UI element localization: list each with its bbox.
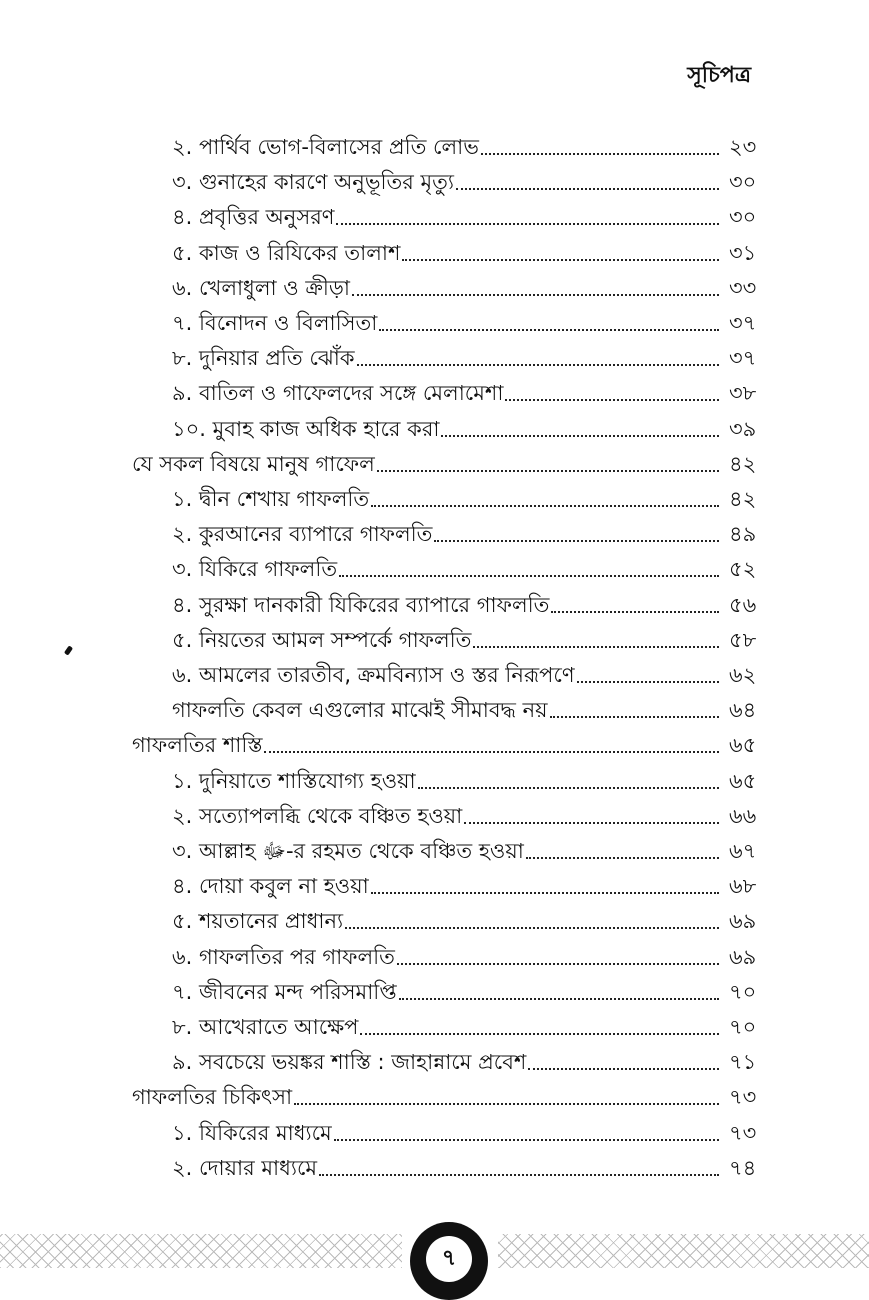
toc-entry-page: ৩৭ (729, 311, 757, 335)
toc-entry (172, 478, 773, 510)
toc-entry-label: ১০. মুবাহ কাজ অধিক হারে করা (172, 416, 440, 441)
toc-entry-page: ৬৯ (729, 944, 757, 969)
toc-entry-label: ৪. প্রবৃত্তির অনুসরণ (172, 205, 335, 230)
toc-entry-label: ৩. আল্লাহ ﷻ-র রহমত থেকে বঞ্চিত হওয়া (172, 839, 524, 863)
toc-entry-page: ৫৬ (729, 592, 757, 617)
toc-entry-page: ৪২ (729, 487, 757, 511)
toc-entry (172, 302, 773, 334)
toc-entry-page: ৭০ (729, 1015, 757, 1039)
dot-leader (473, 645, 719, 648)
toc-entry-label: ৫. নিয়তের আমল সম্পর্কে গাফলতি (172, 627, 472, 652)
toc-entry (172, 795, 773, 827)
toc-entry-page: ৩০ (729, 170, 757, 195)
stray-mark (64, 645, 73, 655)
toc-entry-label: ২. দোয়ার মাধ্যমে (172, 1155, 318, 1180)
dot-leader (550, 715, 720, 718)
toc-entry (172, 196, 773, 228)
dot-leader (399, 997, 719, 1000)
dot-leader (371, 891, 719, 894)
toc-entry-label: ৪. দোয়া কবুল না হওয়া (172, 874, 369, 899)
dot-leader (481, 152, 719, 155)
toc-entry (172, 971, 773, 1003)
toc-entry-page: ৬২ (729, 663, 757, 687)
toc-entry-page: ৬৬ (729, 803, 757, 828)
toc-entry (132, 1076, 773, 1108)
page-header-title: সূচিপত্র (687, 63, 751, 88)
toc-entry-label: গাফলতি কেবল এগুলোর মাঝেই সীমাবদ্ধ নয় (172, 698, 548, 723)
toc-entry-label: ৫. কাজ ও রিযিকের তালাশ (172, 240, 401, 265)
toc-entry-page: ৬৫ (729, 768, 757, 793)
toc-entry-label: ৯. বাতিল ও গাফেলদের সঙ্গে মেলামেশা (172, 381, 504, 406)
toc-entry-label: ৪. সুরক্ষা দানকারী যিকিরের ব্যাপারে গাফলতি (172, 592, 550, 617)
toc-entry (172, 232, 773, 264)
toc-entry (172, 548, 773, 580)
toc-entry-label: ২. পার্থিব ভোগ-বিলাসের প্রতি লোভ (172, 135, 479, 159)
toc-entry-label: ১. দুনিয়াতে শাস্তিযোগ্য হওয়া (172, 768, 416, 793)
dot-leader (379, 328, 719, 331)
toc-entry (172, 513, 773, 545)
toc-entry (172, 865, 773, 897)
toc-entry (172, 267, 773, 299)
toc-entry-label: ৫. শয়তানের প্রাধান্য (172, 909, 344, 934)
toc-entry (172, 936, 773, 968)
toc-entry-label: ৬. আমলের তারতীব, ক্রমবিন্যাস ও স্তর নিরূপণে (172, 663, 575, 687)
page-number: ৭ (441, 1245, 457, 1271)
dot-leader (334, 1138, 719, 1141)
toc-entry (172, 830, 773, 862)
dot-leader (345, 926, 719, 929)
toc-entry (172, 760, 773, 792)
toc-entry-page: ৪২ (729, 451, 757, 476)
toc-entry-label: ২. সত্যোপলব্ধি থেকে বঞ্চিত হওয়া (172, 803, 463, 828)
toc-entry-label: ৩. গুনাহের কারণে অনুভূতির মৃত্যু (172, 170, 454, 195)
dot-leader (441, 434, 719, 437)
dot-leader (377, 469, 719, 472)
toc-entry-label: গাফলতির চিকিৎসা (132, 1085, 293, 1110)
footer-pattern-right (498, 1234, 869, 1268)
toc-entry-page: ৩৯ (729, 416, 757, 441)
toc-entry (172, 1112, 773, 1144)
toc-entry-page: ৪৯ (729, 522, 757, 547)
toc-entry-label: ৮. আখেরাতে আক্ষেপ (172, 1015, 359, 1039)
toc-entry-page: ৭১ (729, 1050, 757, 1075)
dot-leader (526, 856, 719, 859)
toc-entry (172, 1041, 773, 1073)
toc-entry-page: ৭৩ (729, 1120, 757, 1145)
toc-entry-label: ৬. গাফলতির পর গাফলতি (172, 944, 395, 969)
toc-entry (172, 161, 773, 193)
toc-entry (172, 584, 773, 616)
page-number-badge (410, 1222, 488, 1300)
toc-entry-page: ৬৫ (729, 733, 757, 758)
toc-entry-page: ৭০ (729, 979, 757, 1004)
toc-entry (172, 1006, 773, 1038)
toc-entry-page: ৫৮ (729, 627, 757, 652)
toc-entry (172, 408, 773, 440)
toc-entry-label: ৭. জীবনের মন্দ পরিসমাপ্তি (172, 979, 397, 1004)
toc-entry (172, 337, 773, 369)
toc-entry-label: ৩. যিকিরে গাফলতি (172, 557, 338, 582)
toc-entry (132, 724, 773, 756)
toc-entry-label: ১. যিকিরের মাধ্যমে (172, 1120, 332, 1145)
toc-entry-page: ৩৩ (729, 275, 757, 300)
dot-leader (551, 610, 719, 613)
toc-entry-page: ৩৭ (729, 346, 757, 371)
dot-leader (371, 504, 719, 507)
toc-entry (132, 443, 773, 475)
toc-entry-page: ৩১ (729, 240, 757, 265)
toc-entry (172, 654, 773, 686)
dot-leader (397, 962, 719, 965)
footer-ornament (0, 1220, 869, 1271)
dot-leader (294, 1102, 719, 1105)
dot-leader (505, 398, 719, 401)
toc-entry-label: ২. কুরআনের ব্যাপারে গাফলতি (172, 522, 433, 547)
toc-entry-label: ১. দ্বীন শেখায় গাফলতি (172, 487, 370, 511)
toc-entry-page: ৭৪ (729, 1155, 757, 1180)
toc-entry-page: ৬৪ (729, 698, 757, 723)
toc-entry-page: ৬৯ (729, 909, 757, 934)
dot-leader (360, 1032, 719, 1035)
dot-leader (264, 750, 719, 753)
dot-leader (357, 363, 719, 366)
toc-entry (172, 372, 773, 404)
toc-entry-label: ৯. সবচেয়ে ভয়ঙ্কর শাস্তি : জাহান্নামে প্রবেশ (172, 1050, 527, 1075)
dot-leader (336, 222, 719, 225)
toc-entry-page: ৩৮ (729, 381, 757, 406)
dot-leader (528, 1067, 719, 1070)
toc-entry (172, 1147, 773, 1179)
dot-leader (352, 293, 719, 296)
toc-entry-label: যে সকল বিষয়ে মানুষ গাফেল (132, 451, 375, 476)
dot-leader (577, 680, 719, 683)
toc-entry-page: ৬৮ (729, 874, 757, 899)
toc-entry-page: ৩০ (729, 205, 757, 230)
dot-leader (418, 786, 719, 789)
toc-entry-label: গাফলতির শাস্তি (132, 733, 263, 758)
toc-entry-label: ৭. বিনোদন ও বিলাসিতা (172, 311, 378, 335)
toc-entry (172, 619, 773, 651)
toc-entry (172, 126, 773, 158)
dot-leader (434, 539, 719, 542)
dot-leader (456, 187, 719, 190)
toc-entry (172, 689, 773, 721)
toc-entry-page: ৭৩ (729, 1085, 757, 1110)
dot-leader (319, 1173, 719, 1176)
dot-leader (402, 258, 719, 261)
toc-entry (172, 900, 773, 932)
dot-leader (464, 821, 719, 824)
toc-entry-label: ৮. দুনিয়ার প্রতি ঝোঁক (172, 346, 355, 371)
footer-pattern-left (0, 1234, 402, 1268)
toc-entry-page: ৫২ (729, 557, 757, 582)
dot-leader (339, 574, 719, 577)
toc-entry-page: ৬৭ (729, 839, 757, 863)
toc-entry-label: ৬. খেলাধুলা ও ক্রীড়া (172, 275, 351, 300)
toc-entry-page: ২৩ (729, 135, 757, 159)
